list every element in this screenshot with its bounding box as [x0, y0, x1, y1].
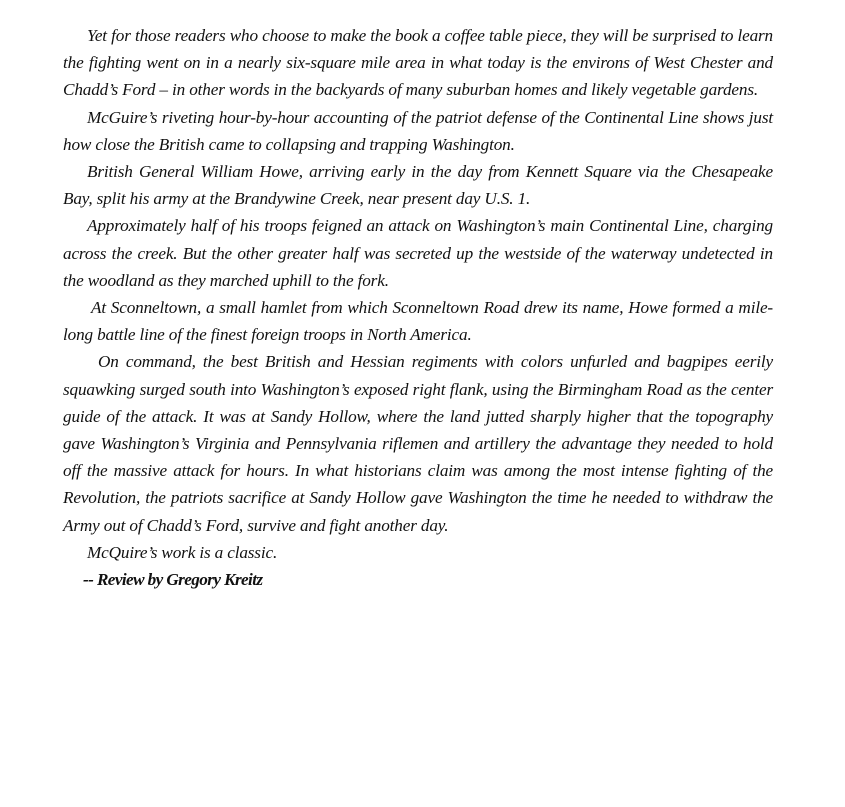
review-paragraph-hour-by-hour: McGuire’s riveting hour-by-hour accounting of the patriot defense of the Continental Line shows just how close the British came to collapsing and trapping Washington.: [63, 107, 773, 154]
review-paragraph-coffee-table: Yet for those readers who choose to make the book a coffee table piece, they will be surprised to learn the fighting went on in a nearly six-square mile area in what today is the environs of West Chester and Chadd’s Ford – in other words in the backyards of many suburban homes and likely vegetable gardens.: [63, 26, 773, 100]
review-paragraph-general-howe: British General William Howe, arriving early in the day from Kennett Square via the Chesapeake Bay, split his army at the Brandywine Creek, near present day U.S. 1.: [63, 162, 773, 209]
review-paragraph-sconneltown: At Sconneltown, a small hamlet from which Sconneltown Road drew its name, Howe formed a mile-long battle line of the finest foreign troops in North America.: [63, 298, 773, 345]
review-byline: -- Review by Gregory Kreitz: [83, 570, 263, 590]
review-text-block: [63, 22, 773, 593]
review-paragraph-classic: McQuire’s work is a classic.: [87, 542, 278, 562]
review-paragraph-sandy-hollow: On command, the best British and Hessian regiments with colors unfurled and bagpipes eerily squawking surged south into Washington’s exposed right flank, using the Birmingham Road as the center guide of the attack. It was at Sandy Hollow, where the land jutted sharply higher that the topography gave Washington’s Virginia and Pennsylvania riflemen and artillery the advantage they needed to hold off the massive attack for hours. In what historians claim was among the most intense fighting of the Revolution, the patriots sacrifice at Sandy Hollow gave Washington the time he needed to withdraw the Army out of Chadd’s Ford, survive and fight another day.: [63, 352, 773, 535]
review-paragraph-feigned-attack: Approximately half of his troops feigned an attack on Washington’s main Continental Line, charging across the creek. But the other greater half was secreted up the westside of the waterway undetected in the woodland as they marched uphill to the fork.: [63, 216, 773, 290]
